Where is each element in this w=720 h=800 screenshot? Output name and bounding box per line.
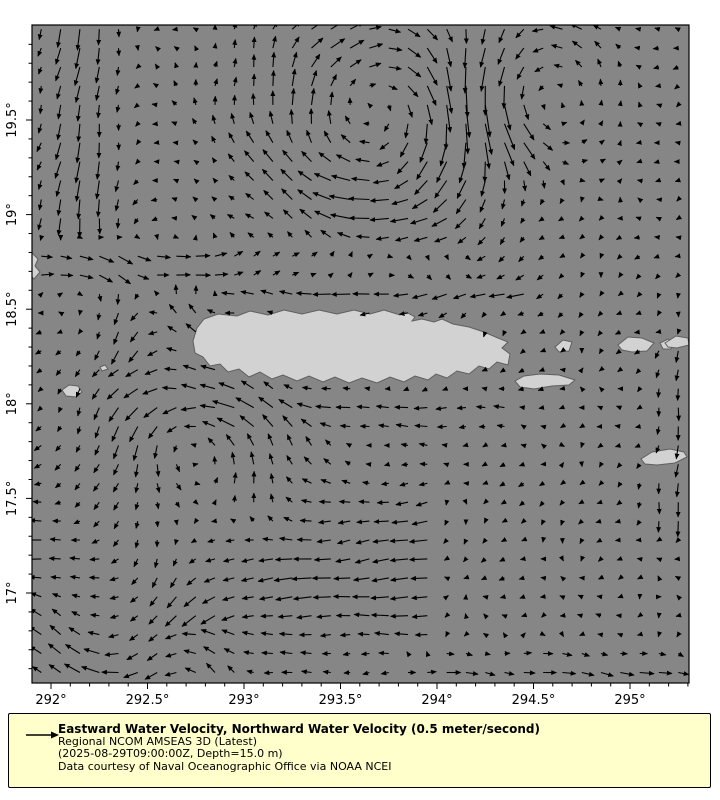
velocity-arrow (466, 29, 467, 43)
velocity-arrow (153, 124, 158, 125)
velocity-arrow (600, 79, 601, 86)
velocity-arrow (273, 71, 274, 86)
x-tick-label: 292.5° (125, 693, 170, 708)
velocity-arrow (464, 578, 466, 579)
velocity-arrow (465, 614, 466, 616)
velocity-arrow (336, 407, 350, 408)
velocity-arrow (157, 521, 158, 527)
y-tick-label: 17° (5, 581, 20, 605)
velocity-arrow (597, 596, 601, 597)
legend-box (8, 713, 711, 788)
velocity-arrow (33, 502, 41, 503)
velocity-arrow (582, 181, 585, 182)
velocity-arrow (234, 496, 235, 503)
velocity-arrow (675, 256, 678, 257)
velocity-arrow (635, 47, 640, 48)
velocity-arrow (359, 502, 370, 503)
velocity-arrow (264, 673, 273, 674)
y-tick-label: 18.5° (5, 291, 20, 327)
velocity-arrow (154, 143, 157, 144)
velocity-arrow (521, 559, 524, 560)
velocity-arrow (620, 101, 621, 105)
velocity-arrow (344, 673, 350, 674)
velocity-arrow (504, 86, 505, 108)
velocity-arrow (172, 218, 177, 219)
velocity-arrow (215, 43, 216, 48)
velocity-arrow (581, 101, 582, 105)
x-tick-label: 293.5° (318, 693, 363, 708)
velocity-arrow (521, 445, 524, 446)
y-tick-label: 19° (5, 203, 20, 227)
velocity-arrow (196, 63, 197, 67)
velocity-arrow (395, 407, 408, 408)
x-tick-label: 293° (228, 693, 260, 708)
velocity-arrow (137, 29, 138, 32)
velocity-arrow (601, 100, 602, 105)
velocity-arrow (374, 521, 389, 522)
velocity-arrow (457, 408, 466, 409)
velocity-arrow (616, 540, 621, 541)
y-tick-label: 19.5° (5, 102, 20, 138)
x-tick-label: 295° (614, 693, 646, 708)
velocity-arrow (79, 313, 80, 315)
velocity-arrow (157, 237, 158, 239)
velocity-arrow (99, 143, 100, 158)
velocity-arrow (377, 502, 389, 503)
velocity-arrow (391, 616, 408, 617)
velocity-arrow (657, 558, 659, 559)
velocity-arrow (196, 464, 198, 465)
velocity-arrow (656, 86, 659, 87)
x-tick-label: 294° (421, 693, 453, 708)
velocity-arrow (524, 673, 535, 674)
legend-model-line: Regional NCOM AMSEAS 3D (Latest) (58, 735, 257, 748)
velocity-arrow (99, 218, 100, 233)
y-tick-label: 17.5° (5, 480, 20, 517)
velocity-arrow (411, 578, 427, 579)
velocity-arrow (618, 597, 620, 598)
velocity-arrow (581, 445, 582, 447)
legend-courtesy-line: Data courtesy of Naval Oceanographic Office via NOAA NCEI (58, 759, 392, 773)
velocity-arrow (49, 558, 60, 559)
velocity-arrow (675, 142, 678, 143)
velocity-arrow (420, 464, 427, 465)
velocity-arrow (176, 285, 177, 294)
velocity-arrow (343, 388, 350, 389)
velocity-arrow (176, 256, 190, 257)
velocity-arrow (600, 256, 601, 258)
velocity-arrow (212, 521, 215, 522)
velocity-arrow (678, 408, 679, 421)
velocity-arrow (581, 200, 582, 202)
velocity-arrow (601, 200, 603, 201)
y-tick-label: 18° (5, 392, 20, 416)
velocity-arrow (656, 332, 659, 333)
velocity-arrow (173, 29, 177, 30)
velocity-arrow (214, 457, 215, 465)
velocity-arrow (482, 388, 485, 389)
velocity-arrow (438, 427, 447, 428)
legend-title: Eastward Water Velocity, Northward Water Velocity (0.5 meter/second) (58, 722, 540, 736)
velocity-arrow (483, 596, 485, 597)
velocity-arrow (678, 389, 679, 401)
velocity-arrow (313, 597, 331, 598)
velocity-arrow (90, 577, 100, 578)
velocity-arrow (678, 332, 679, 334)
velocity-arrow (319, 502, 330, 503)
velocity-arrow (91, 596, 100, 597)
velocity-arrow (636, 29, 640, 30)
velocity-arrow (658, 635, 659, 637)
velocity-arrow (261, 616, 273, 617)
velocity-arrow (676, 616, 678, 617)
velocity-arrow (678, 294, 679, 298)
velocity-arrow (520, 407, 524, 408)
velocity-arrow (379, 653, 389, 654)
velocity-arrow (119, 48, 120, 56)
velocity-arrow (617, 615, 621, 616)
velocity-arrow (620, 141, 621, 143)
velocity-arrow (659, 502, 660, 514)
velocity-arrow (253, 94, 254, 105)
legend-time-depth-line: (2025-08-29T09:00:00Z, Depth=15.0 m) (58, 747, 283, 761)
velocity-arrow (581, 559, 582, 561)
reference-velocity-arrow-icon (25, 730, 61, 740)
velocity-arrow (485, 162, 486, 182)
velocity-arrow (501, 445, 504, 446)
velocity-arrow (522, 616, 524, 617)
velocity-arrow (598, 634, 601, 635)
velocity-arrow (463, 445, 466, 446)
velocity-arrow (637, 143, 640, 144)
velocity-arrow (657, 104, 659, 105)
x-tick-label: 292° (35, 693, 67, 708)
velocity-arrow (28, 559, 42, 560)
velocity-arrow (427, 652, 428, 654)
velocity-arrow (196, 256, 210, 257)
velocity-arrow (119, 29, 120, 37)
velocity-arrow (339, 502, 350, 503)
velocity-arrow (658, 521, 659, 532)
velocity-arrow (562, 103, 563, 105)
velocity-arrow (176, 521, 177, 525)
velocity-arrow (638, 635, 640, 636)
legend-text-block (58, 722, 540, 773)
velocity-arrow (446, 502, 447, 505)
velocity-arrow (300, 520, 311, 521)
velocity-arrow (653, 48, 659, 49)
velocity-arrow (655, 237, 659, 238)
velocity-arrow (541, 426, 543, 427)
x-tick-label: 294.5° (511, 693, 556, 708)
velocity-arrow (658, 389, 659, 398)
velocity-arrow (678, 521, 679, 537)
velocity-arrow (254, 74, 255, 86)
